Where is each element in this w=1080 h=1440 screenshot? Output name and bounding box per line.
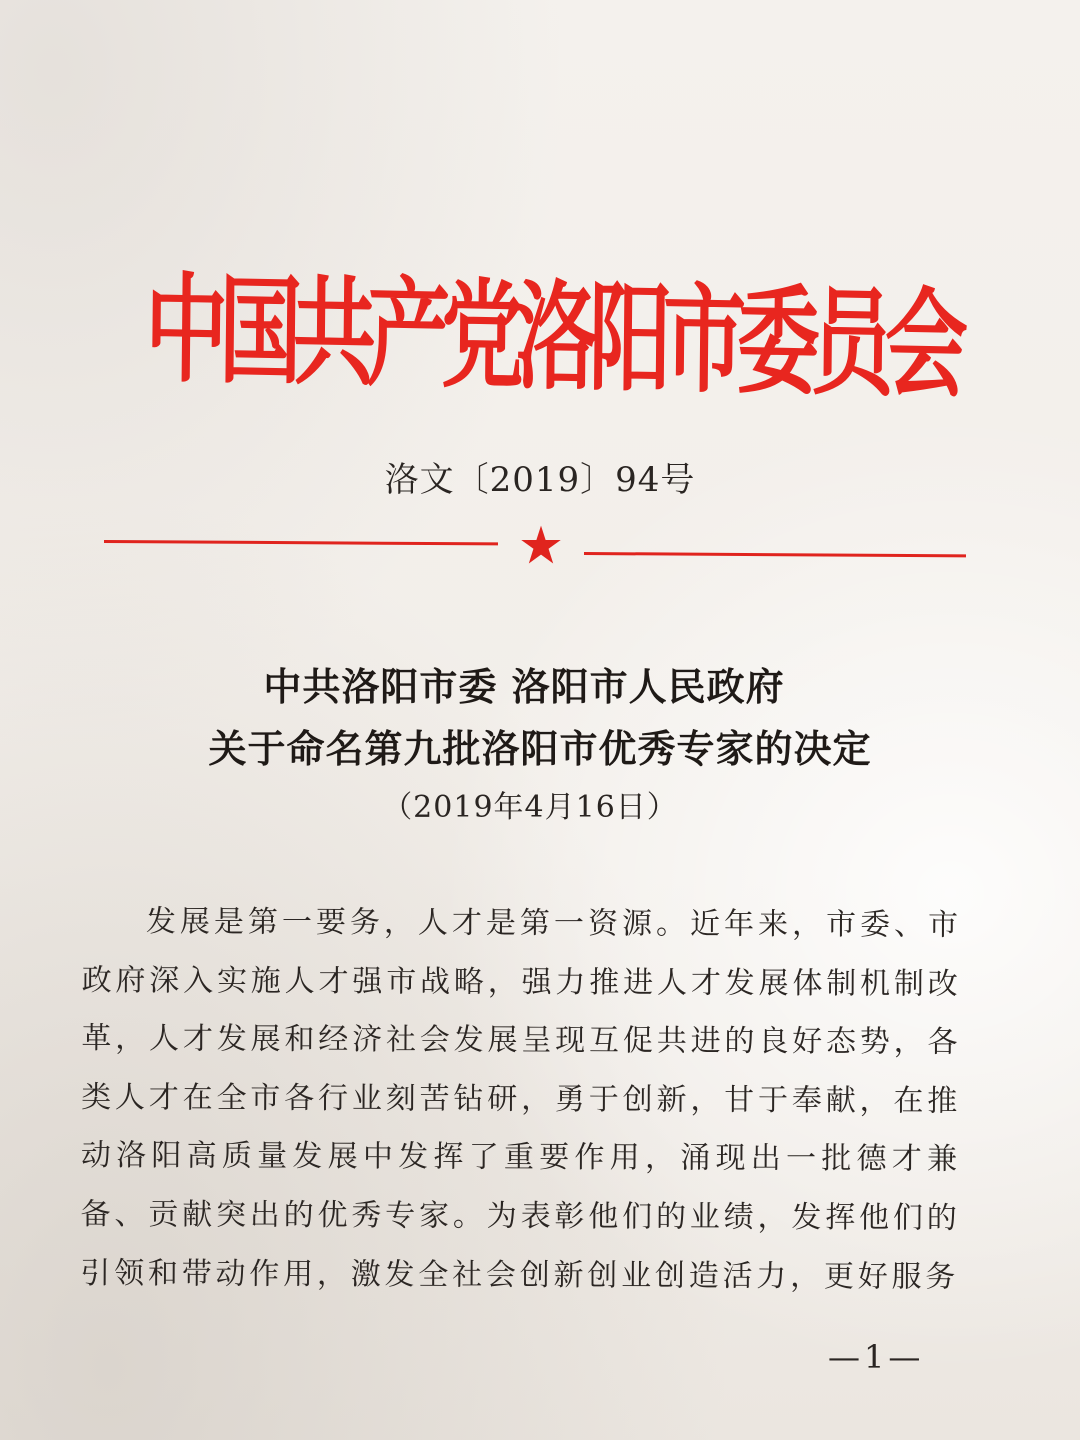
- masthead-title: 中国共产党洛阳市委员会: [144, 260, 960, 415]
- document-title-line-1: 中共洛阳市委 洛阳市人民政府: [263, 665, 785, 709]
- red-divider-right: [584, 552, 966, 557]
- document-title-line-2: 关于命名第九批洛阳市优秀专家的决定: [208, 727, 872, 771]
- red-divider-left: [104, 540, 498, 545]
- body-paragraph: 发展是第一要务，人才是第一资源。近年来，市委、市政府深入实施人才强市战略，强力推进人才发展体制机制改革，人才发展和经济社会发展呈现互促共进的良好态势，各类人才在全市各行业刻苦钻研，勇于创新，甘于奉献，在推动洛阳高质量发展中发挥了重要作用，涌现出一批德才兼备、贡献突出的优秀专家。为表彰他们的业绩，发挥他们的引领和带动作用，激发全社会创新创业创造活力，更好服务: [80, 904, 962, 1295]
- document-date: （2019年4月16日）: [382, 790, 678, 825]
- page-number: —1—: [828, 1338, 925, 1376]
- star-icon: [520, 524, 562, 566]
- document-number: 洛文〔2019〕94号: [384, 460, 696, 500]
